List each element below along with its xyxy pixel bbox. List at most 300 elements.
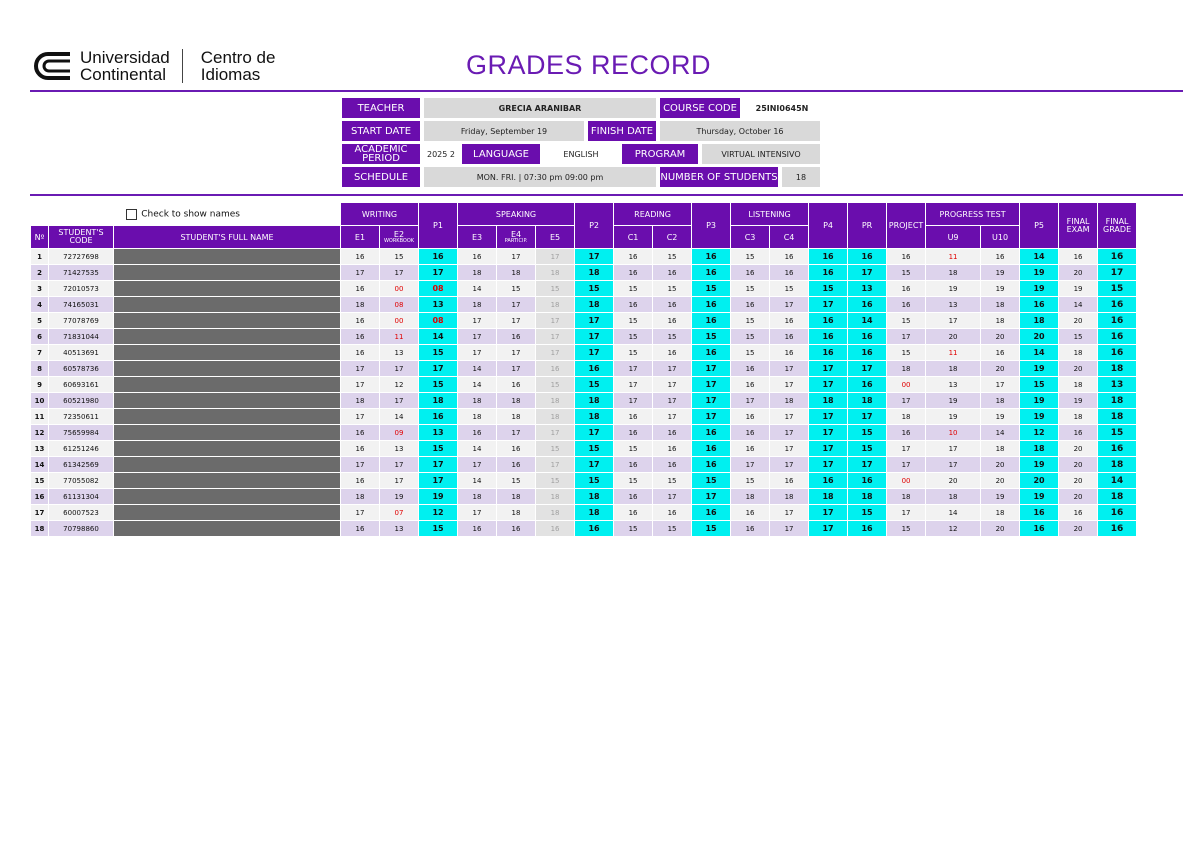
- student-name-hidden: [114, 505, 340, 520]
- cell-c1: 15: [614, 281, 652, 296]
- cell-e1: 18: [341, 297, 379, 312]
- cell-e1: 16: [341, 425, 379, 440]
- cell-c1: 16: [614, 425, 652, 440]
- cell-p3: 16: [692, 313, 730, 328]
- group-reading: READING: [614, 203, 691, 225]
- cell-u10: 16: [981, 345, 1019, 360]
- group-writing: WRITING: [341, 203, 418, 225]
- cell-u10: 20: [981, 329, 1019, 344]
- cell-no: 1: [31, 249, 48, 264]
- cell-c4: 16: [770, 473, 808, 488]
- cell-e3: 14: [458, 281, 496, 296]
- cell-p3: 17: [692, 361, 730, 376]
- cell-pr: 16: [848, 521, 886, 536]
- cell-e4: 16: [497, 441, 535, 456]
- cell-code: 61251246: [49, 441, 113, 456]
- cell-project: 15: [887, 521, 925, 536]
- cell-final-grade: 16: [1098, 345, 1136, 360]
- cell-p1: 17: [419, 361, 457, 376]
- cell-code: 72350611: [49, 409, 113, 424]
- col-c1: C1: [614, 226, 652, 248]
- cell-no: 12: [31, 425, 48, 440]
- cell-u9: 11: [926, 249, 980, 264]
- cell-p4: 17: [809, 409, 847, 424]
- cell-project: 17: [887, 457, 925, 472]
- table-row: [31, 489, 1200, 504]
- cell-p2: 18: [575, 297, 613, 312]
- cell-p1: 15: [419, 345, 457, 360]
- cell-p4: 17: [809, 425, 847, 440]
- cell-e3: 17: [458, 313, 496, 328]
- cell-c4: 18: [770, 489, 808, 504]
- cell-e5: 17: [536, 249, 574, 264]
- cell-final-exam: 16: [1059, 425, 1097, 440]
- cell-final-exam: 20: [1059, 313, 1097, 328]
- cell-p2: 17: [575, 313, 613, 328]
- cell-project: 00: [887, 473, 925, 488]
- cell-p4: 17: [809, 297, 847, 312]
- cell-e5: 17: [536, 457, 574, 472]
- cell-final-exam: 20: [1059, 521, 1097, 536]
- cell-u10: 16: [981, 249, 1019, 264]
- cell-p1: 17: [419, 457, 457, 472]
- cell-p1: 12: [419, 505, 457, 520]
- cell-code: 75659984: [49, 425, 113, 440]
- student-name-hidden: [114, 313, 340, 328]
- cell-c2: 15: [653, 249, 691, 264]
- cell-u9: 12: [926, 521, 980, 536]
- cell-final-grade: 18: [1098, 393, 1136, 408]
- cell-e5: 18: [536, 297, 574, 312]
- cell-p1: 13: [419, 425, 457, 440]
- cell-p2: 18: [575, 393, 613, 408]
- group-progress-test: PROGRESS TEST: [926, 203, 1019, 225]
- cell-e2: 19: [380, 489, 418, 504]
- cell-u9: 19: [926, 409, 980, 424]
- cell-e5: 18: [536, 409, 574, 424]
- logo-divider: [182, 49, 183, 83]
- group-listening: LISTENING: [731, 203, 808, 225]
- cell-e4: 18: [497, 409, 535, 424]
- cell-p3: 16: [692, 425, 730, 440]
- cell-e1: 18: [341, 393, 379, 408]
- cell-p2: 15: [575, 377, 613, 392]
- cell-c3: 16: [731, 521, 769, 536]
- cell-e1: 17: [341, 409, 379, 424]
- schedule-label: SCHEDULE: [342, 167, 420, 187]
- cell-e2: 08: [380, 297, 418, 312]
- cell-final-grade: 17: [1098, 265, 1136, 280]
- cell-code: 72010573: [49, 281, 113, 296]
- cell-no: 15: [31, 473, 48, 488]
- cell-pr: 17: [848, 409, 886, 424]
- table-row: [31, 281, 1200, 296]
- table-row: [31, 377, 1200, 392]
- cell-e3: 14: [458, 473, 496, 488]
- schedule-value: MON. FRI. | 07:30 pm 09:00 pm: [424, 167, 656, 187]
- cell-e4: 16: [497, 377, 535, 392]
- student-name-hidden: [114, 249, 340, 264]
- cell-c4: 17: [770, 505, 808, 520]
- cell-e5: 15: [536, 441, 574, 456]
- student-name-hidden: [114, 281, 340, 296]
- cell-e2: 17: [380, 473, 418, 488]
- cell-pr: 13: [848, 281, 886, 296]
- cell-c1: 15: [614, 345, 652, 360]
- cell-p2: 18: [575, 489, 613, 504]
- cell-u10: 20: [981, 521, 1019, 536]
- cell-p5: 18: [1020, 441, 1058, 456]
- cell-p2: 18: [575, 505, 613, 520]
- cell-u10: 18: [981, 297, 1019, 312]
- cell-c1: 16: [614, 265, 652, 280]
- cell-c2: 17: [653, 361, 691, 376]
- cell-c2: 17: [653, 409, 691, 424]
- academic-period-label: ACADEMIC PERIOD: [342, 144, 420, 164]
- cell-e4: 17: [497, 425, 535, 440]
- student-name-hidden: [114, 265, 340, 280]
- cell-p1: 16: [419, 409, 457, 424]
- cell-e2: 12: [380, 377, 418, 392]
- cell-project: 18: [887, 489, 925, 504]
- cell-e2: 17: [380, 393, 418, 408]
- cell-u9: 17: [926, 441, 980, 456]
- logo-univ-line2: Continental: [80, 65, 167, 84]
- cell-final-exam: 20: [1059, 489, 1097, 504]
- cell-final-exam: 18: [1059, 409, 1097, 424]
- cell-p3: 17: [692, 393, 730, 408]
- cell-pr: 15: [848, 441, 886, 456]
- cell-p1: 15: [419, 377, 457, 392]
- program-value: VIRTUAL INTENSIVO: [702, 144, 820, 164]
- cell-p2: 16: [575, 361, 613, 376]
- table-row: [31, 361, 1200, 376]
- cell-p5: 14: [1020, 345, 1058, 360]
- cell-project: 16: [887, 281, 925, 296]
- cell-project: 15: [887, 265, 925, 280]
- course-code-label: COURSE CODE: [660, 98, 740, 118]
- cell-c3: 18: [731, 489, 769, 504]
- cell-u9: 17: [926, 313, 980, 328]
- cell-u9: 11: [926, 345, 980, 360]
- cell-u10: 19: [981, 265, 1019, 280]
- cell-c4: 17: [770, 425, 808, 440]
- cell-c2: 16: [653, 313, 691, 328]
- cell-p3: 15: [692, 521, 730, 536]
- cell-final-exam: 14: [1059, 297, 1097, 312]
- cell-c4: 17: [770, 361, 808, 376]
- cell-e4: 17: [497, 361, 535, 376]
- cell-u9: 17: [926, 457, 980, 472]
- cell-p4: 17: [809, 457, 847, 472]
- cell-c3: 15: [731, 249, 769, 264]
- cell-project: 15: [887, 313, 925, 328]
- col-e2: E2: [393, 230, 405, 239]
- cell-u10: 19: [981, 281, 1019, 296]
- cell-final-grade: 16: [1098, 505, 1136, 520]
- cell-final-exam: 16: [1059, 505, 1097, 520]
- cell-p2: 17: [575, 329, 613, 344]
- cell-no: 11: [31, 409, 48, 424]
- cell-e5: 18: [536, 265, 574, 280]
- num-students-label: NUMBER OF STUDENTS: [660, 167, 778, 187]
- cell-p3: 16: [692, 505, 730, 520]
- cell-p3: 17: [692, 377, 730, 392]
- cell-p2: 17: [575, 345, 613, 360]
- table-row: [31, 457, 1200, 472]
- cell-c2: 16: [653, 457, 691, 472]
- student-name-hidden: [114, 329, 340, 344]
- logo-centro-line2: Idiomas: [200, 65, 261, 84]
- cell-code: 71831044: [49, 329, 113, 344]
- cell-pr: 16: [848, 329, 886, 344]
- cell-p3: 17: [692, 489, 730, 504]
- cell-e4: 16: [497, 329, 535, 344]
- cell-final-exam: 18: [1059, 345, 1097, 360]
- student-name-hidden: [114, 457, 340, 472]
- cell-u10: 18: [981, 505, 1019, 520]
- student-name-hidden: [114, 489, 340, 504]
- cell-p5: 16: [1020, 521, 1058, 536]
- continental-logo-icon: [30, 48, 74, 84]
- col-c4: C4: [770, 226, 808, 248]
- cell-pr: 16: [848, 297, 886, 312]
- cell-e4: 18: [497, 393, 535, 408]
- student-name-hidden: [114, 425, 340, 440]
- cell-p4: 16: [809, 329, 847, 344]
- show-names-checkbox[interactable]: [126, 209, 137, 220]
- cell-p1: 18: [419, 393, 457, 408]
- cell-u10: 19: [981, 409, 1019, 424]
- table-row: [31, 313, 1200, 328]
- logo-centro-line1: Centro de: [200, 48, 276, 67]
- cell-c3: 15: [731, 313, 769, 328]
- cell-e5: 15: [536, 473, 574, 488]
- cell-p5: 16: [1020, 297, 1058, 312]
- cell-final-exam: 20: [1059, 457, 1097, 472]
- finish-date-value: Thursday, October 16: [660, 121, 820, 141]
- student-name-hidden: [114, 377, 340, 392]
- col-no: Nº: [31, 226, 48, 248]
- cell-final-exam: 16: [1059, 249, 1097, 264]
- cell-e5: 17: [536, 425, 574, 440]
- cell-c1: 17: [614, 393, 652, 408]
- cell-c4: 16: [770, 249, 808, 264]
- col-p5: P5: [1020, 203, 1058, 248]
- cell-c2: 17: [653, 393, 691, 408]
- col-final-grade: FINAL GRADE: [1103, 216, 1132, 234]
- cell-c2: 15: [653, 329, 691, 344]
- col-final-exam: FINAL EXAM: [1066, 216, 1090, 234]
- table-row: [31, 249, 1200, 264]
- cell-p5: 18: [1020, 313, 1058, 328]
- cell-p3: 16: [692, 249, 730, 264]
- cell-c2: 16: [653, 441, 691, 456]
- start-date-value: Friday, September 19: [424, 121, 584, 141]
- cell-code: 60521980: [49, 393, 113, 408]
- cell-code: 60693161: [49, 377, 113, 392]
- cell-e3: 16: [458, 521, 496, 536]
- cell-c4: 18: [770, 393, 808, 408]
- cell-p3: 16: [692, 457, 730, 472]
- cell-p1: 08: [419, 313, 457, 328]
- cell-project: 17: [887, 505, 925, 520]
- academic-period-value: 2025 2: [424, 144, 458, 164]
- cell-p2: 18: [575, 409, 613, 424]
- cell-code: 77078769: [49, 313, 113, 328]
- cell-p4: 16: [809, 345, 847, 360]
- cell-p4: 16: [809, 249, 847, 264]
- cell-u9: 18: [926, 489, 980, 504]
- cell-p5: 19: [1020, 361, 1058, 376]
- page-title: GRADES RECORD: [466, 50, 712, 80]
- cell-project: 16: [887, 425, 925, 440]
- cell-e1: 16: [341, 521, 379, 536]
- cell-c3: 16: [731, 297, 769, 312]
- cell-final-exam: 20: [1059, 473, 1097, 488]
- cell-project: 16: [887, 249, 925, 264]
- cell-pr: 17: [848, 265, 886, 280]
- cell-p2: 16: [575, 521, 613, 536]
- cell-pr: 14: [848, 313, 886, 328]
- cell-final-grade: 18: [1098, 457, 1136, 472]
- cell-c3: 17: [731, 457, 769, 472]
- cell-p4: 17: [809, 361, 847, 376]
- cell-p5: 20: [1020, 473, 1058, 488]
- teacher-label: TEACHER: [342, 98, 420, 118]
- cell-p2: 17: [575, 457, 613, 472]
- table-row: [31, 345, 1200, 360]
- cell-p5: 15: [1020, 377, 1058, 392]
- col-e4-sub: PARTICIP.: [504, 238, 528, 244]
- cell-p2: 15: [575, 281, 613, 296]
- cell-p5: 19: [1020, 489, 1058, 504]
- cell-c4: 16: [770, 345, 808, 360]
- cell-u10: 19: [981, 489, 1019, 504]
- cell-e5: 16: [536, 361, 574, 376]
- cell-e1: 18: [341, 489, 379, 504]
- cell-c2: 15: [653, 473, 691, 488]
- cell-u9: 18: [926, 265, 980, 280]
- cell-pr: 16: [848, 345, 886, 360]
- cell-pr: 17: [848, 457, 886, 472]
- cell-c4: 17: [770, 377, 808, 392]
- cell-no: 7: [31, 345, 48, 360]
- cell-p4: 18: [809, 393, 847, 408]
- cell-p1: 17: [419, 473, 457, 488]
- cell-no: 18: [31, 521, 48, 536]
- col-e5: E5: [536, 226, 574, 248]
- cell-c2: 16: [653, 345, 691, 360]
- cell-e3: 18: [458, 393, 496, 408]
- cell-no: 3: [31, 281, 48, 296]
- cell-pr: 15: [848, 425, 886, 440]
- col-p4: P4: [809, 203, 847, 248]
- cell-pr: 17: [848, 361, 886, 376]
- cell-u9: 13: [926, 297, 980, 312]
- cell-no: 8: [31, 361, 48, 376]
- cell-e2: 07: [380, 505, 418, 520]
- cell-c1: 16: [614, 297, 652, 312]
- cell-final-grade: 15: [1098, 281, 1136, 296]
- cell-u9: 18: [926, 361, 980, 376]
- cell-e4: 18: [497, 265, 535, 280]
- cell-p1: 16: [419, 249, 457, 264]
- col-e1: E1: [341, 226, 379, 248]
- finish-date-label: FINISH DATE: [588, 121, 656, 141]
- cell-e4: 17: [497, 249, 535, 264]
- cell-final-exam: 19: [1059, 281, 1097, 296]
- cell-p5: 14: [1020, 249, 1058, 264]
- cell-e3: 14: [458, 441, 496, 456]
- cell-p4: 17: [809, 441, 847, 456]
- col-c3: C3: [731, 226, 769, 248]
- show-names-toggle[interactable]: [31, 203, 340, 225]
- language-value: ENGLISH: [544, 144, 618, 164]
- cell-pr: 18: [848, 489, 886, 504]
- cell-project: 00: [887, 377, 925, 392]
- cell-e1: 16: [341, 281, 379, 296]
- cell-p1: 08: [419, 281, 457, 296]
- cell-project: 16: [887, 297, 925, 312]
- cell-u9: 20: [926, 329, 980, 344]
- cell-c1: 16: [614, 505, 652, 520]
- student-name-hidden: [114, 473, 340, 488]
- header-divider: [30, 90, 1183, 92]
- cell-c3: 16: [731, 377, 769, 392]
- col-project: PROJECT: [887, 203, 925, 248]
- cell-no: 10: [31, 393, 48, 408]
- teacher-value: GRECIA ARANIBAR: [424, 98, 656, 118]
- student-name-hidden: [114, 297, 340, 312]
- cell-e1: 16: [341, 249, 379, 264]
- cell-c3: 16: [731, 425, 769, 440]
- col-u9: U9: [926, 226, 980, 248]
- cell-no: 16: [31, 489, 48, 504]
- cell-c4: 16: [770, 313, 808, 328]
- cell-p5: 20: [1020, 329, 1058, 344]
- cell-no: 5: [31, 313, 48, 328]
- cell-e3: 16: [458, 425, 496, 440]
- cell-e3: 17: [458, 457, 496, 472]
- student-name-hidden: [114, 441, 340, 456]
- cell-c1: 15: [614, 441, 652, 456]
- cell-c1: 16: [614, 409, 652, 424]
- cell-p3: 15: [692, 473, 730, 488]
- program-label: PROGRAM: [622, 144, 698, 164]
- cell-p4: 16: [809, 313, 847, 328]
- cell-c4: 17: [770, 297, 808, 312]
- cell-e5: 17: [536, 313, 574, 328]
- cell-p5: 12: [1020, 425, 1058, 440]
- cell-code: 74165031: [49, 297, 113, 312]
- cell-project: 17: [887, 329, 925, 344]
- cell-p5: 19: [1020, 393, 1058, 408]
- cell-e4: 15: [497, 473, 535, 488]
- cell-final-exam: 20: [1059, 441, 1097, 456]
- cell-p1: 17: [419, 265, 457, 280]
- student-name-hidden: [114, 521, 340, 536]
- cell-p2: 15: [575, 473, 613, 488]
- cell-e3: 17: [458, 505, 496, 520]
- col-c2: C2: [653, 226, 691, 248]
- cell-no: 2: [31, 265, 48, 280]
- cell-u9: 20: [926, 473, 980, 488]
- cell-c2: 16: [653, 425, 691, 440]
- cell-final-exam: 19: [1059, 393, 1097, 408]
- col-p3: P3: [692, 203, 730, 248]
- show-names-label: Check to show names: [141, 209, 240, 219]
